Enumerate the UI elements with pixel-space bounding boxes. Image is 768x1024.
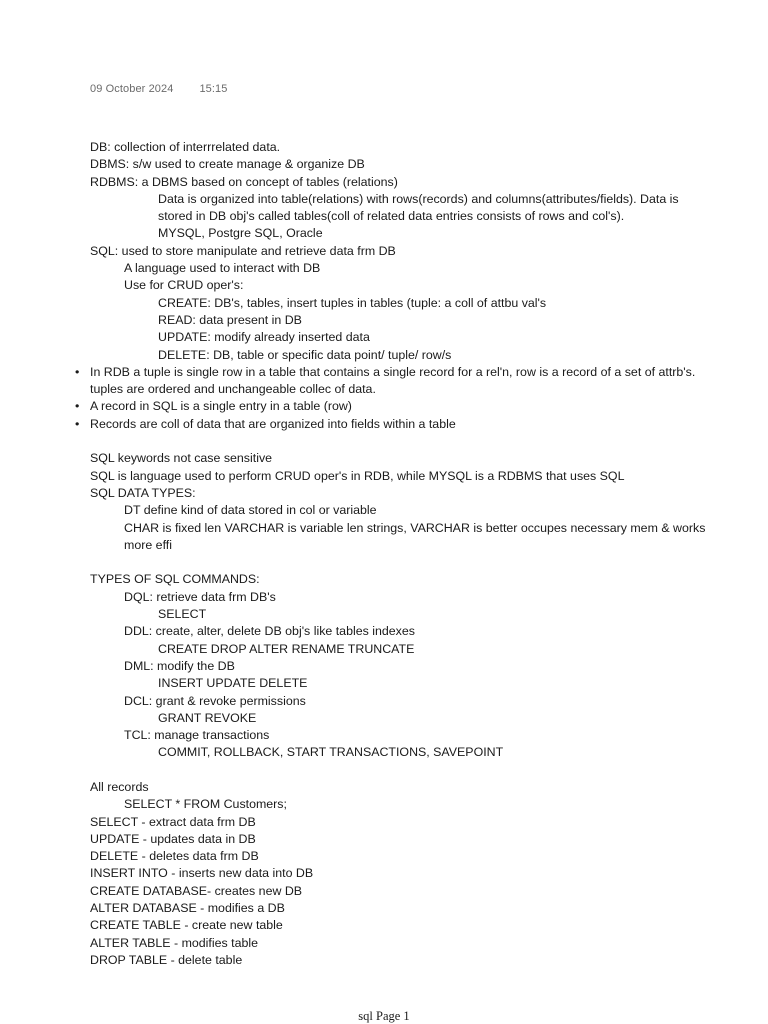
text-line: DML: modify the DB — [124, 658, 235, 673]
note-body — [90, 139, 730, 969]
text-line: SQL keywords not case sensitive — [90, 451, 273, 466]
note-time: 15:15 — [199, 83, 228, 95]
note-timestamp — [90, 83, 227, 95]
text-line: Use for CRUD oper's: — [124, 278, 244, 293]
page-footer: sql Page 1 — [358, 1009, 410, 1023]
text-line: DCL: grant & revoke permissions — [124, 693, 306, 708]
text-line: READ: data present in DB — [158, 312, 302, 327]
bullet-item: • A record in SQL is a single entry in a table (row) — [90, 398, 730, 415]
text-line: Data is organized into table(relations) with rows(records) and columns(attributes/fields). Data is — [158, 191, 679, 206]
text-line: DB: collection of interrrelated data. — [90, 140, 281, 154]
text-line: MYSQL, Postgre SQL, Oracle — [158, 226, 323, 241]
text-line: INSERT INTO - inserts new data into DB — [90, 866, 314, 881]
text-line: TYPES OF SQL COMMANDS: — [90, 572, 260, 587]
text-line: SELECT - extract data frm DB — [90, 814, 256, 829]
text-line: COMMIT, ROLLBACK, START TRANSACTIONS, SAVEPOINT — [158, 745, 504, 760]
blank-line — [90, 433, 730, 450]
text-line: CREATE DROP ALTER RENAME TRUNCATE — [158, 641, 415, 656]
text-line: CHAR is fixed len VARCHAR is variable len strings, VARCHAR is better occupes necessary mem & works — [124, 520, 706, 535]
blank-line — [90, 554, 730, 571]
bullet-item: • In RDB a tuple is single row in a table that contains a single record for a rel'n, row is a record of a set of attrb's. — [90, 364, 730, 381]
text-line: UPDATE - updates data in DB — [90, 831, 256, 846]
text-line: tuples are ordered and unchangeable collec of data. — [90, 382, 376, 397]
bullet-item: • Records are coll of data that are organized into fields within a table — [90, 416, 730, 433]
note-date: 09 October 2024 — [90, 83, 174, 95]
text-line: DBMS: s/w used to create manage & organize DB — [90, 157, 365, 172]
text-line: stored in DB obj's called tables(coll of related data entries consists of rows and col's). — [158, 209, 625, 224]
text-line: DT define kind of data stored in col or variable — [124, 503, 377, 518]
text-line: A language used to interact with DB — [124, 261, 321, 276]
text-line: GRANT REVOKE — [158, 710, 257, 725]
text-line: SQL: used to store manipulate and retrieve data frm DB — [90, 243, 396, 258]
text-line: SELECT * FROM Customers; — [124, 797, 287, 812]
text-line: DELETE - deletes data frm DB — [90, 849, 259, 864]
text-line: DROP TABLE - delete table — [90, 952, 243, 967]
text-line: CREATE DATABASE- creates new DB — [90, 883, 303, 898]
text-line: ALTER DATABASE - modifies a DB — [90, 901, 285, 916]
text-line: SQL is language used to perform CRUD oper's in RDB, while MYSQL is a RDBMS that uses SQL — [90, 468, 625, 483]
text-line: ALTER TABLE - modifies table — [90, 935, 259, 950]
text-line: CREATE: DB's, tables, insert tuples in tables (tuple: a coll of attbu val's — [158, 295, 547, 310]
text-line: more effi — [124, 537, 172, 552]
text-line: CREATE TABLE - create new table — [90, 918, 283, 933]
text-line: INSERT UPDATE DELETE — [158, 676, 308, 691]
text-line: RDBMS: a DBMS based on concept of tables (relations) — [90, 174, 398, 189]
blank-line — [90, 762, 730, 779]
text-line: DELETE: DB, table or specific data point/ tuple/ row/s — [158, 347, 452, 362]
text-line: SQL DATA TYPES: — [90, 485, 196, 500]
text-line: DQL: retrieve data frm DB's — [124, 589, 276, 604]
text-line: UPDATE: modify already inserted data — [158, 330, 370, 345]
text-line: All records — [90, 779, 149, 794]
text-line: DDL: create, alter, delete DB obj's like tables indexes — [124, 624, 415, 639]
text-line: SELECT — [158, 607, 207, 622]
text-line: TCL: manage transactions — [124, 728, 270, 743]
